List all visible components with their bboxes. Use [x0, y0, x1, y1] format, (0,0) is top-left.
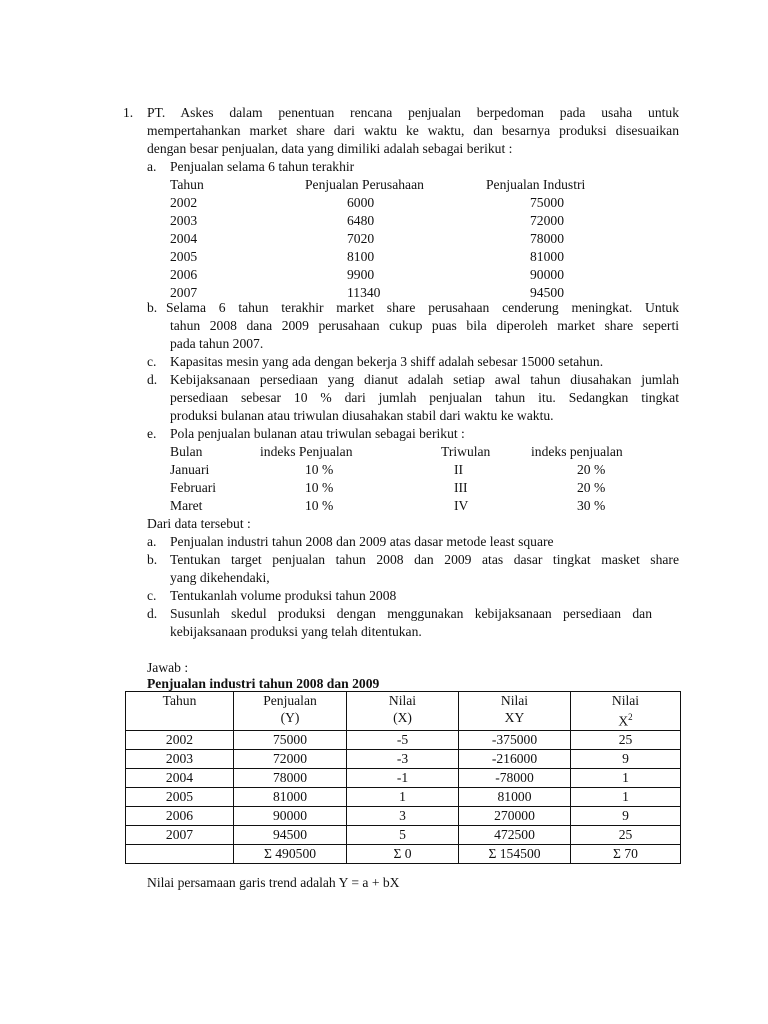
- item-c-text: Kapasitas mesin yang ada dengan bekerja 3 shiff adalah sebesar 15000 setahun.: [170, 354, 604, 369]
- task-b-marker: b.: [147, 552, 158, 567]
- table-cell: 2006: [126, 806, 234, 825]
- pattern-cell: Januari: [170, 462, 210, 477]
- pattern-header-month: Bulan: [170, 444, 203, 459]
- total-cell: Σ 0: [347, 844, 459, 863]
- total-cell: [126, 844, 234, 863]
- task-c-marker: c.: [147, 588, 157, 603]
- item-d-line-3: produksi bulanan atau triwulan diusahakan stabil dari waktu ke waktu.: [170, 408, 554, 423]
- table-cell: 81000: [459, 787, 571, 806]
- sales-cell: 94500: [530, 285, 564, 300]
- table-cell: 90000: [234, 806, 347, 825]
- table-cell: 2004: [126, 768, 234, 787]
- pattern-header-index-month: indeks Penjualan: [260, 444, 353, 459]
- table-cell: 9: [571, 806, 681, 825]
- pattern-cell: 10 %: [305, 498, 334, 513]
- header-nilai-xy: Nilai XY: [459, 692, 571, 731]
- total-cell: Σ 70: [571, 844, 681, 863]
- task-a-marker: a.: [147, 534, 157, 549]
- table-cell: 25: [571, 825, 681, 844]
- item-e-marker: e.: [147, 426, 157, 441]
- task-a-line-1: Penjualan industri tahun 2008 dan 2009 atas dasar metode least square: [170, 534, 554, 549]
- intro-line-2: mempertahankan market share dari waktu ke waktu, dan besarnya produksi disesuaikan: [147, 123, 679, 138]
- table-cell: -1: [347, 768, 459, 787]
- table-cell: -78000: [459, 768, 571, 787]
- pattern-cell: II: [454, 462, 464, 477]
- total-cell: Σ 490500: [234, 844, 347, 863]
- sales-cell: 2005: [170, 249, 198, 264]
- total-cell: Σ 154500: [459, 844, 571, 863]
- table-cell: -375000: [459, 730, 571, 749]
- item-e-text: Pola penjualan bulanan atau triwulan sebagai berikut :: [170, 426, 465, 441]
- pattern-cell: 10 %: [305, 480, 334, 495]
- pattern-header-quarter: Triwulan: [441, 444, 491, 459]
- pattern-cell: 30 %: [577, 498, 606, 513]
- item-a-text: Penjualan selama 6 tahun terakhir: [170, 159, 355, 174]
- item-a-marker: a.: [147, 159, 157, 174]
- question-number: 1.: [123, 105, 134, 120]
- sales-cell: 2002: [170, 195, 198, 210]
- sales-cell: 78000: [530, 231, 564, 246]
- sales-cell: 11340: [347, 285, 381, 300]
- table-cell: 270000: [459, 806, 571, 825]
- table-cell: 2002: [126, 730, 234, 749]
- pattern-cell: IV: [454, 498, 469, 513]
- table-cell: 2003: [126, 749, 234, 768]
- pattern-cell: Maret: [170, 498, 203, 513]
- table-cell: 1: [571, 768, 681, 787]
- item-d-line-1: Kebijaksanaan persediaan yang dianut adalah setiap awal tahun diusahakan jumlah: [170, 372, 679, 387]
- sales-cell: 6000: [347, 195, 375, 210]
- sales-cell: 72000: [530, 213, 564, 228]
- answer-title: Penjualan industri tahun 2008 dan 2009: [147, 676, 380, 691]
- table-row: [126, 768, 681, 787]
- sales-header-company: Penjualan Perusahaan: [305, 177, 424, 192]
- sales-cell: 2004: [170, 231, 198, 246]
- task-d-line-1: Susunlah skedul produksi dengan menggunakan kebijaksanaan persediaan dan: [170, 606, 652, 621]
- table-cell: 2005: [126, 787, 234, 806]
- answer-table: [125, 691, 681, 864]
- pattern-cell: Februari: [170, 480, 217, 495]
- sales-cell: 9900: [347, 267, 375, 282]
- totals-row: [126, 844, 681, 863]
- task-d-marker: d.: [147, 606, 158, 621]
- table-cell: 3: [347, 806, 459, 825]
- answer-table-header: [126, 692, 681, 731]
- header-nilai-x2: Nilai $X^2$: [571, 692, 681, 731]
- item-c-marker: c.: [147, 354, 157, 369]
- header-penjualan: Penjualan (Y): [234, 692, 347, 731]
- table-row: [126, 730, 681, 749]
- table-cell: 2007: [126, 825, 234, 844]
- intro-line-1: PT. Askes dalam penentuan rencana penjualan berpedoman pada usaha untuk: [147, 105, 679, 120]
- pattern-cell: 20 %: [577, 480, 606, 495]
- item-d-marker: d.: [147, 372, 158, 387]
- sales-header-year: Tahun: [170, 177, 204, 192]
- item-d-line-2: persediaan sebesar 10 % dari jumlah penjualan tahun itu. Sedangkan tingkat: [170, 390, 679, 405]
- task-b-line-1: Tentukan target penjualan tahun 2008 dan 2009 atas dasar tingkat masket share: [170, 552, 679, 567]
- table-cell: -3: [347, 749, 459, 768]
- table-cell: 72000: [234, 749, 347, 768]
- answer-table-body: [126, 730, 681, 863]
- sales-cell: 7020: [347, 231, 375, 246]
- header-tahun: Tahun: [126, 692, 234, 731]
- table-cell: 9: [571, 749, 681, 768]
- sales-header-industry: Penjualan Industri: [486, 177, 586, 192]
- table-cell: 5: [347, 825, 459, 844]
- item-b-line-3: pada tahun 2007.: [170, 336, 264, 351]
- item-b-marker: b.: [147, 300, 158, 315]
- pattern-cell: III: [454, 480, 468, 495]
- task-b-line-2: yang dikehendaki,: [170, 570, 270, 585]
- sales-cell: 2003: [170, 213, 198, 228]
- table-cell: -216000: [459, 749, 571, 768]
- sales-cell: 2006: [170, 267, 198, 282]
- sales-cell: 75000: [530, 195, 564, 210]
- table-cell: 78000: [234, 768, 347, 787]
- pattern-header-index-quarter: indeks penjualan: [531, 444, 623, 459]
- table-cell: 1: [347, 787, 459, 806]
- table-cell: 472500: [459, 825, 571, 844]
- table-cell: 94500: [234, 825, 347, 844]
- table-row: [126, 749, 681, 768]
- jawab-label: Jawab :: [147, 660, 189, 675]
- sales-cell: 2007: [170, 285, 198, 300]
- item-b-line-2: tahun 2008 dana 2009 perusahaan cukup puas bila diperoleh market share seperti: [170, 318, 679, 333]
- sales-cell: 8100: [347, 249, 375, 264]
- table-row: [126, 825, 681, 844]
- table-row: [126, 787, 681, 806]
- dari-data: Dari data tersebut :: [147, 516, 251, 531]
- item-b-line-1: Selama 6 tahun terakhir market share perusahaan cenderung meningkat. Untuk: [166, 300, 679, 315]
- table-cell: -5: [347, 730, 459, 749]
- sales-cell: 81000: [530, 249, 564, 264]
- table-cell: 75000: [234, 730, 347, 749]
- intro-line-3: dengan besar penjualan, data yang dimiliki adalah sebagai berikut :: [147, 141, 513, 156]
- sales-cell: 90000: [530, 267, 564, 282]
- table-row: [126, 806, 681, 825]
- header-nilai-x: Nilai (X): [347, 692, 459, 731]
- task-c-line-1: Tentukanlah volume produksi tahun 2008: [170, 588, 397, 603]
- table-cell: 1: [571, 787, 681, 806]
- task-d-line-2: kebijaksanaan produksi yang telah ditentukan.: [170, 624, 422, 639]
- pattern-cell: 10 %: [305, 462, 334, 477]
- pattern-cell: 20 %: [577, 462, 606, 477]
- table-cell: 81000: [234, 787, 347, 806]
- table-cell: 25: [571, 730, 681, 749]
- sales-cell: 6480: [347, 213, 375, 228]
- trend-line-text: Nilai persamaan garis trend adalah Y = a + bX: [147, 875, 400, 890]
